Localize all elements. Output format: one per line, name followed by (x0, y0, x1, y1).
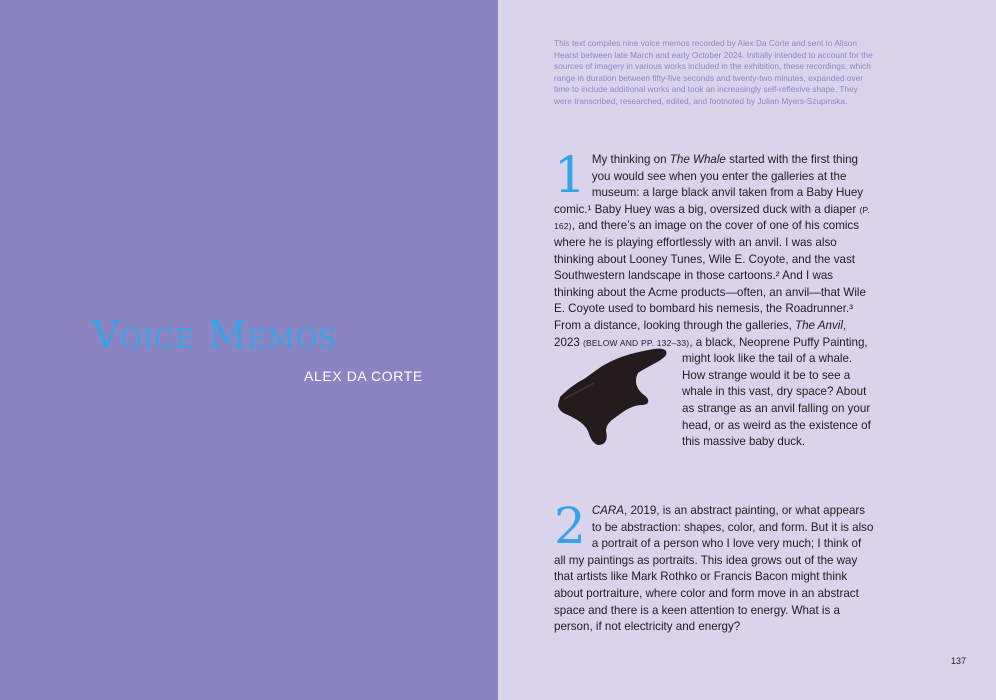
memo-2 (554, 497, 874, 636)
work-title-anvil: The Anvil (795, 318, 843, 332)
memo-1 (554, 146, 874, 455)
intro-paragraph: This text compiles nine voice memos recorded by Alex Da Corte and sent to Alison Hearst between late March and early October 2024. Initially intended to account for the sources of imagery in various works included in the exhibition, these recordings, which range in duration between fifty-five seconds and twenty-two minutes, expanded over time to include additional works and took an increasingly self-reflexive shape. They were transcribed, researched, edited, and footnoted by Julian Myers-Szupinska. (554, 38, 873, 106)
page-number: 137 (950, 656, 966, 666)
anvil-painting-image (554, 339, 678, 455)
page-reference: (BELOW AND PP. 132–33) (583, 337, 690, 348)
memo-1-text: My thinking on The Whale started with the first thing you would see when you enter the galleries at the museum: a large black anvil taken from a Baby Huey comic.¹ Baby Huey was a big, oversized duck with a diaper (P. 162), and there’s an image on the cover of one of his comics where he is playing effortlessly with an anvil. I was also thinking about Looney Tunes, Wile E. Coyote, and the vast Southwestern landscape in those cartoons.² And I was thinking about the Acme products—often, an anvil—that Wile E. Coyote used to bombard his nemesis, the Roadrunner.³ From a distance, looking through the galleries, The Anvil, 2023 (BELOW AND PP. 132–33), a black, Neoprene Puffy Painting, might look like the tail of a whale. How strange would it be to see a whale in this vast, dry space? About as strange as an anvil falling on your head, or as weird as the existence of this massive baby duck. (554, 153, 871, 448)
right-page (498, 0, 996, 700)
page-reference: (P. 162) (554, 204, 870, 232)
author-name: ALEX DA CORTE (304, 368, 423, 384)
memo-number-2: 2 (554, 497, 586, 555)
work-title-whale: The Whale (669, 153, 726, 166)
work-title-cara: CARA (591, 504, 625, 517)
title-block (92, 312, 423, 384)
page-title: Voice Memos (92, 313, 338, 357)
memo-number-1: 1 (554, 146, 586, 204)
memo-2-text: CARA, 2019, is an abstract painting, or what appears to be abstraction: shapes, color, and form. But it is also a portrait of a person who I love very much; I think of all my paintings as portraits. This idea grows out of the way that artists like Mark Rothko or Francis Bacon might think about portraiture, where color and form move in an abstract space and there is a keen attention to energy. What is a person, if not electricity and energy? (554, 504, 874, 634)
